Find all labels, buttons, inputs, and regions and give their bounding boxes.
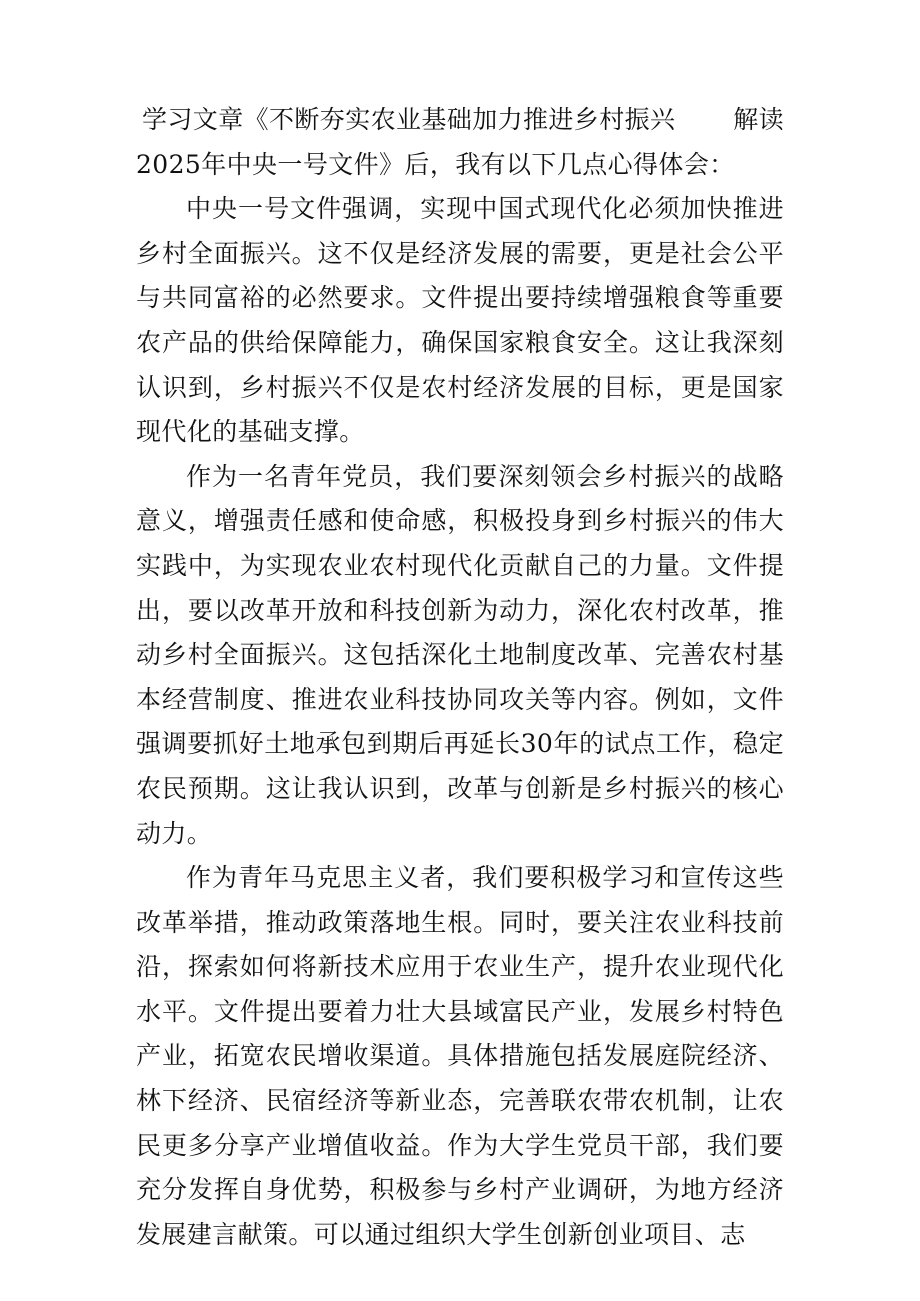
title-line: [136, 98, 784, 143]
article-title: 学习文章《不断夯实农业基础加力推进乡村振兴: [142, 105, 676, 134]
document-body: [136, 98, 784, 1257]
intro-line: 2025年中央一号文件》后，我有以下几点心得体会：: [136, 149, 735, 179]
paragraph-1: 中央一号文件强调，实现中国式现代化必须加快推进乡村全面振兴。这不仅是经济发展的需要，更是社会公平与共同富裕的必然要求。文件提出要持续增强粮食等重要农产品的供给保障能力，确保国家粮食安全。这让我深刻认识到，乡村振兴不仅是农村经济发展的目标，更是国家现代化的基础支撑。: [136, 194, 784, 447]
paragraph-3: 作为青年马克思主义者，我们要积极学习和宣传这些改革举措，推动政策落地生根。同时，要关注农业科技前沿，探索如何将新技术应用于农业生产，提升农业现代化水平。文件提出要着力壮大县域富民产业，发展乡村特色产业，拓宽农民增收渠道。具体措施包括发展庭院经济、林下经济、民宿经济等新业态，完善联农带农机制，让农民更多分享产业增值收益。作为大学生党员干部，我们要充分发挥自身优势，积极参与乡村产业调研，为地方经济发展建言献策。可以通过组织大学生创新创业项目、志: [136, 863, 784, 1249]
title-suffix: 解读: [733, 105, 784, 134]
paragraph-2: 作为一名青年党员，我们要深刻领会乡村振兴的战略意义，增强责任感和使命感，积极投身到乡村振兴的伟大实践中，为实现农业农村现代化贡献自己的力量。文件提出，要以改革开放和科技创新为动力，深化农村改革，推动乡村全面振兴。这包括深化土地制度改革、完善农村基本经营制度、推进农业科技协同攻关等内容。例如，文件强调要抓好土地承包到期后再延长30年的试点工作，稳定农民预期。这让我认识到，改革与创新是乡村振兴的核心动力。: [136, 461, 784, 848]
